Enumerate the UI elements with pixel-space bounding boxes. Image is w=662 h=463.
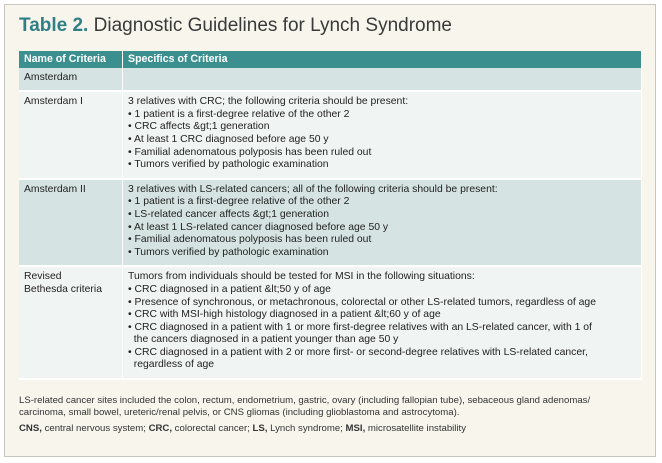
criteria-line: 3 relatives with LS-related cancers; all of the following criteria should be present: (128, 183, 498, 195)
criteria-name-cell (19, 91, 123, 179)
criteria-line: • At least 1 LS-related cancer diagnosed before age 50 y (128, 221, 389, 233)
abbr-definition: microsatellite instability (365, 422, 467, 434)
criteria-line: • Familial adenomatous polyposis has been ruled out (128, 234, 372, 246)
table-number: Table 2. (19, 15, 89, 36)
criteria-line: • Tumors verified by pathologic examination (128, 159, 329, 171)
criteria-specifics-cell (123, 266, 642, 379)
criteria-line: • CRC diagnosed in a patient with 1 or more first-degree relatives with an LS-related cancer, with 1 of (128, 321, 592, 333)
table-footnotes (19, 395, 644, 435)
criteria-line: • Tumors verified by pathologic examination (128, 246, 329, 258)
table-title-text: Diagnostic Guidelines for Lynch Syndrome (88, 15, 452, 36)
criteria-line: the cancers diagnosed in a patient younger than age 50 y (128, 334, 399, 346)
criteria-line: • CRC affects &gt;1 generation (128, 121, 270, 133)
table-row-amsterdam-ii (19, 179, 642, 267)
criteria-line: Tumors from individuals should be tested for MSI in the following situations: (128, 271, 475, 283)
criteria-line: • LS-related cancer affects &gt;1 generation (128, 208, 329, 220)
abbr-term: MSI, (345, 422, 366, 434)
criteria-table-wrapper (19, 51, 642, 380)
table-row-revised-bethesda (19, 266, 642, 379)
abbr-term: CRC, (148, 422, 173, 434)
criteria-line: • CRC with MSI-high histology diagnosed in a patient &lt;60 y of age (128, 309, 441, 321)
criteria-name: Amsterdam (24, 71, 78, 83)
abbr-definition: central nervous system; (41, 422, 149, 434)
criteria-specifics-cell (123, 68, 642, 92)
abbr-definition: Lynch syndrome; (267, 422, 346, 434)
table-card (4, 4, 656, 457)
criteria-name-cell (19, 266, 123, 379)
abbr-definition: colorectal cancer; (172, 422, 253, 434)
criteria-line: • 1 patient is a first-degree relative of the other 2 (128, 108, 350, 120)
criteria-line: • CRC diagnosed in a patient with 2 or more first- or second-degree relatives with LS-related cancer, (128, 346, 588, 358)
header-name-of-criteria: Name of Criteria (19, 51, 123, 68)
criteria-name: Amsterdam I (24, 96, 83, 108)
criteria-line: regardless of age (128, 359, 215, 371)
abbr-term: LS, (252, 422, 268, 434)
table-row-amsterdam (19, 68, 642, 92)
header-specifics-of-criteria: Specifics of Criteria (123, 51, 642, 68)
criteria-specifics-cell (123, 179, 642, 267)
criteria-line: • Presence of synchronous, or metachronous, colorectal or other LS-related tumors, regardless of age (128, 296, 596, 308)
criteria-table (19, 51, 642, 380)
abbr-term: CNS, (19, 422, 42, 434)
footnote-abbreviations (19, 423, 644, 435)
criteria-line: • CRC diagnosed in a patient &lt;50 y of age (128, 283, 331, 295)
footnote-ls-related-line: carcinoma, small bowel, ureteric/renal pelvis, or CNS gliomas (including glioblastoma and astrocytoma). (19, 407, 460, 419)
table-header-row (19, 51, 642, 68)
criteria-name: Revised (24, 271, 62, 283)
footnote-ls-related-line: LS-related cancer sites included the colon, rectum, endometrium, gastric, ovary (including fallopian tube), sebaceous gland adenomas/ (19, 395, 591, 406)
criteria-name: Bethesda criteria (24, 283, 102, 295)
criteria-line: • Familial adenomatous polyposis has been ruled out (128, 146, 372, 158)
criteria-specifics-cell (123, 91, 642, 179)
criteria-name-cell (19, 68, 123, 92)
criteria-line: 3 relatives with CRC; the following criteria should be present: (128, 96, 409, 108)
table-title (19, 15, 452, 37)
criteria-name-cell (19, 179, 123, 267)
table-row-amsterdam-i (19, 91, 642, 179)
criteria-line: • 1 patient is a first-degree relative of the other 2 (128, 196, 350, 208)
criteria-name: Amsterdam II (24, 183, 86, 195)
criteria-line: • At least 1 CRC diagnosed before age 50 y (128, 133, 329, 145)
